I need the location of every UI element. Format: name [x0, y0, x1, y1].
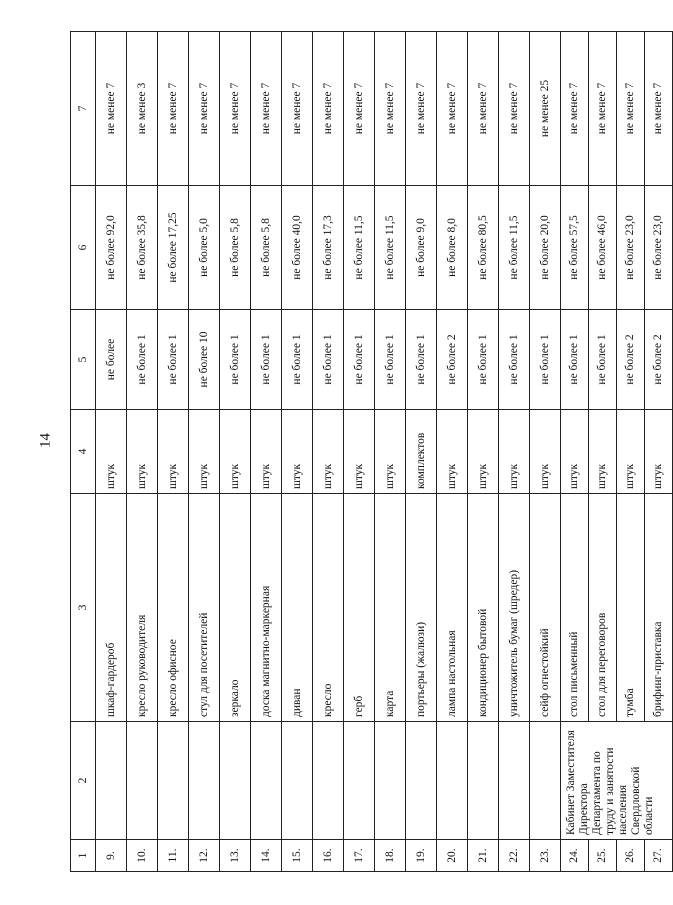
item-price: не более 20,0 — [530, 186, 561, 310]
item-unit: штук — [251, 410, 282, 494]
item-name: доска магнитно-маркерная — [251, 494, 282, 722]
item-name: карта — [375, 494, 406, 722]
item-quantity: не более 2 — [437, 310, 468, 410]
item-name: герб — [344, 494, 375, 722]
empty-group-cell — [468, 722, 499, 840]
row-number: 15. — [282, 840, 313, 872]
table-row — [313, 32, 344, 872]
item-name: стол для переговоров — [589, 494, 617, 722]
table-row — [158, 32, 189, 872]
header-cell: 5 — [71, 310, 96, 410]
item-term: не менее 3 — [127, 32, 158, 186]
table-row — [406, 32, 437, 872]
page-number: 14 — [37, 433, 54, 448]
table-row — [96, 32, 127, 872]
item-unit: штук — [282, 410, 313, 494]
row-number: 21. — [468, 840, 499, 872]
item-term: не менее 7 — [96, 32, 127, 186]
item-term: не менее 7 — [617, 32, 645, 186]
item-term: не менее 25 — [530, 32, 561, 186]
header-cell: 7 — [71, 32, 96, 186]
empty-group-cell — [220, 722, 251, 840]
item-term: не менее 7 — [437, 32, 468, 186]
item-name: уничтожитель бумаг (шредер) — [499, 494, 530, 722]
item-unit: штук — [468, 410, 499, 494]
row-number: 12. — [189, 840, 220, 872]
row-number: 9. — [96, 840, 127, 872]
item-term: не менее 7 — [561, 32, 589, 186]
item-price: не более 35,8 — [127, 186, 158, 310]
item-name: тумба — [617, 494, 645, 722]
empty-group-cell — [189, 722, 220, 840]
row-number: 17. — [344, 840, 375, 872]
item-quantity: не более — [96, 310, 127, 410]
item-term: не менее 7 — [313, 32, 344, 186]
item-quantity: не более 1 — [158, 310, 189, 410]
item-unit: штук — [589, 410, 617, 494]
furniture-norms-table — [70, 31, 673, 872]
item-quantity: не более 1 — [375, 310, 406, 410]
item-quantity: не более 1 — [530, 310, 561, 410]
item-name: сейф огнестойкий — [530, 494, 561, 722]
item-quantity: не более 1 — [220, 310, 251, 410]
item-name: лампа настольная — [437, 494, 468, 722]
item-term: не менее 7 — [589, 32, 617, 186]
item-quantity: не более 1 — [344, 310, 375, 410]
row-number: 13. — [220, 840, 251, 872]
item-price: не более 5,8 — [220, 186, 251, 310]
item-unit: штук — [645, 410, 673, 494]
row-number: 16. — [313, 840, 344, 872]
item-term: не менее 7 — [406, 32, 437, 186]
item-price: не более 9,0 — [406, 186, 437, 310]
item-term: не менее 7 — [220, 32, 251, 186]
row-number: 23. — [530, 840, 561, 872]
item-name: шкаф-гардероб — [96, 494, 127, 722]
item-name: кресло офисное — [158, 494, 189, 722]
empty-group-cell — [127, 722, 158, 840]
item-unit: штук — [530, 410, 561, 494]
item-unit: штук — [344, 410, 375, 494]
item-term: не менее 7 — [251, 32, 282, 186]
item-quantity: не более 10 — [189, 310, 220, 410]
item-unit: штук — [499, 410, 530, 494]
empty-group-cell — [158, 722, 189, 840]
table-row — [127, 32, 158, 872]
table-row — [344, 32, 375, 872]
item-name: диван — [282, 494, 313, 722]
item-unit: штук — [189, 410, 220, 494]
row-number: 14. — [251, 840, 282, 872]
item-quantity: не более 1 — [282, 310, 313, 410]
item-term: не менее 7 — [158, 32, 189, 186]
item-quantity: не более 1 — [313, 310, 344, 410]
item-price: не более 8,0 — [437, 186, 468, 310]
item-unit: штук — [158, 410, 189, 494]
item-price: не более 80,5 — [468, 186, 499, 310]
item-quantity: не более 2 — [617, 310, 645, 410]
item-quantity: не более 1 — [127, 310, 158, 410]
group-label: Кабинет Заместителя Директора Департамента по труду и занятости населения Свердловской области — [561, 722, 673, 840]
empty-group-cell — [499, 722, 530, 840]
table-row — [220, 32, 251, 872]
item-quantity: не более 1 — [589, 310, 617, 410]
row-number: 20. — [437, 840, 468, 872]
item-term: не менее 7 — [189, 32, 220, 186]
row-number: 22. — [499, 840, 530, 872]
item-term: не менее 7 — [645, 32, 673, 186]
table-row — [437, 32, 468, 872]
item-unit: штук — [127, 410, 158, 494]
empty-group-cell — [251, 722, 282, 840]
item-unit: штук — [96, 410, 127, 494]
row-number: 11. — [158, 840, 189, 872]
row-number: 27. — [645, 840, 673, 872]
item-name: брифинг-приставка — [645, 494, 673, 722]
item-price: не более 40,0 — [282, 186, 313, 310]
item-name: кондиционер бытовой — [468, 494, 499, 722]
item-term: не менее 7 — [375, 32, 406, 186]
item-term: не менее 7 — [282, 32, 313, 186]
header-cell: 2 — [71, 722, 96, 840]
header-cell: 1 — [71, 840, 96, 872]
item-unit: штук — [437, 410, 468, 494]
item-price: не более 5,0 — [189, 186, 220, 310]
table-row — [375, 32, 406, 872]
item-quantity: не более 2 — [645, 310, 673, 410]
item-quantity: не более 1 — [561, 310, 589, 410]
item-price: не более 5,8 — [251, 186, 282, 310]
empty-group-cell — [282, 722, 313, 840]
header-cell: 6 — [71, 186, 96, 310]
row-number: 24. — [561, 840, 589, 872]
table-row — [251, 32, 282, 872]
item-price: не более 11,5 — [375, 186, 406, 310]
item-price: не более 11,5 — [344, 186, 375, 310]
item-price: не более 57,5 — [561, 186, 589, 310]
item-quantity: не более 1 — [499, 310, 530, 410]
item-unit: штук — [220, 410, 251, 494]
item-name: кресло руководителя — [127, 494, 158, 722]
item-price: не более 92,0 — [96, 186, 127, 310]
item-term: не менее 7 — [468, 32, 499, 186]
row-number: 26. — [617, 840, 645, 872]
row-number: 25. — [589, 840, 617, 872]
item-name: зеркало — [220, 494, 251, 722]
item-unit: штук — [617, 410, 645, 494]
item-name: стол письменный — [561, 494, 589, 722]
item-quantity: не более 1 — [251, 310, 282, 410]
empty-group-cell — [530, 722, 561, 840]
item-price: не более 23,0 — [617, 186, 645, 310]
empty-group-cell — [375, 722, 406, 840]
item-name: кресло — [313, 494, 344, 722]
table-row — [499, 32, 530, 872]
header-cell: 4 — [71, 410, 96, 494]
row-number: 18. — [375, 840, 406, 872]
item-name: портьеры (жалюзи) — [406, 494, 437, 722]
item-unit: штук — [375, 410, 406, 494]
item-term: не менее 7 — [499, 32, 530, 186]
empty-group-cell — [406, 722, 437, 840]
rotated-table-container — [70, 32, 664, 872]
row-number: 10. — [127, 840, 158, 872]
item-unit: комплектов — [406, 410, 437, 494]
item-price: не более 46,0 — [589, 186, 617, 310]
item-unit: штук — [561, 410, 589, 494]
empty-group-cell — [313, 722, 344, 840]
table-row — [189, 32, 220, 872]
empty-group-cell — [437, 722, 468, 840]
item-term: не менее 7 — [344, 32, 375, 186]
item-quantity: не более 1 — [468, 310, 499, 410]
item-price: не более 17,3 — [313, 186, 344, 310]
item-unit: штук — [313, 410, 344, 494]
item-quantity: не более 1 — [406, 310, 437, 410]
empty-group-cell — [344, 722, 375, 840]
table-row — [282, 32, 313, 872]
row-number: 19. — [406, 840, 437, 872]
item-price: не более 17,25 — [158, 186, 189, 310]
empty-group-cell — [96, 722, 127, 840]
item-name: стул для посетителей — [189, 494, 220, 722]
header-cell: 3 — [71, 494, 96, 722]
header-row — [71, 32, 96, 872]
table-row — [530, 32, 561, 872]
item-price: не более 23,0 — [645, 186, 673, 310]
item-price: не более 11,5 — [499, 186, 530, 310]
table-row — [561, 32, 589, 872]
table-row — [468, 32, 499, 872]
